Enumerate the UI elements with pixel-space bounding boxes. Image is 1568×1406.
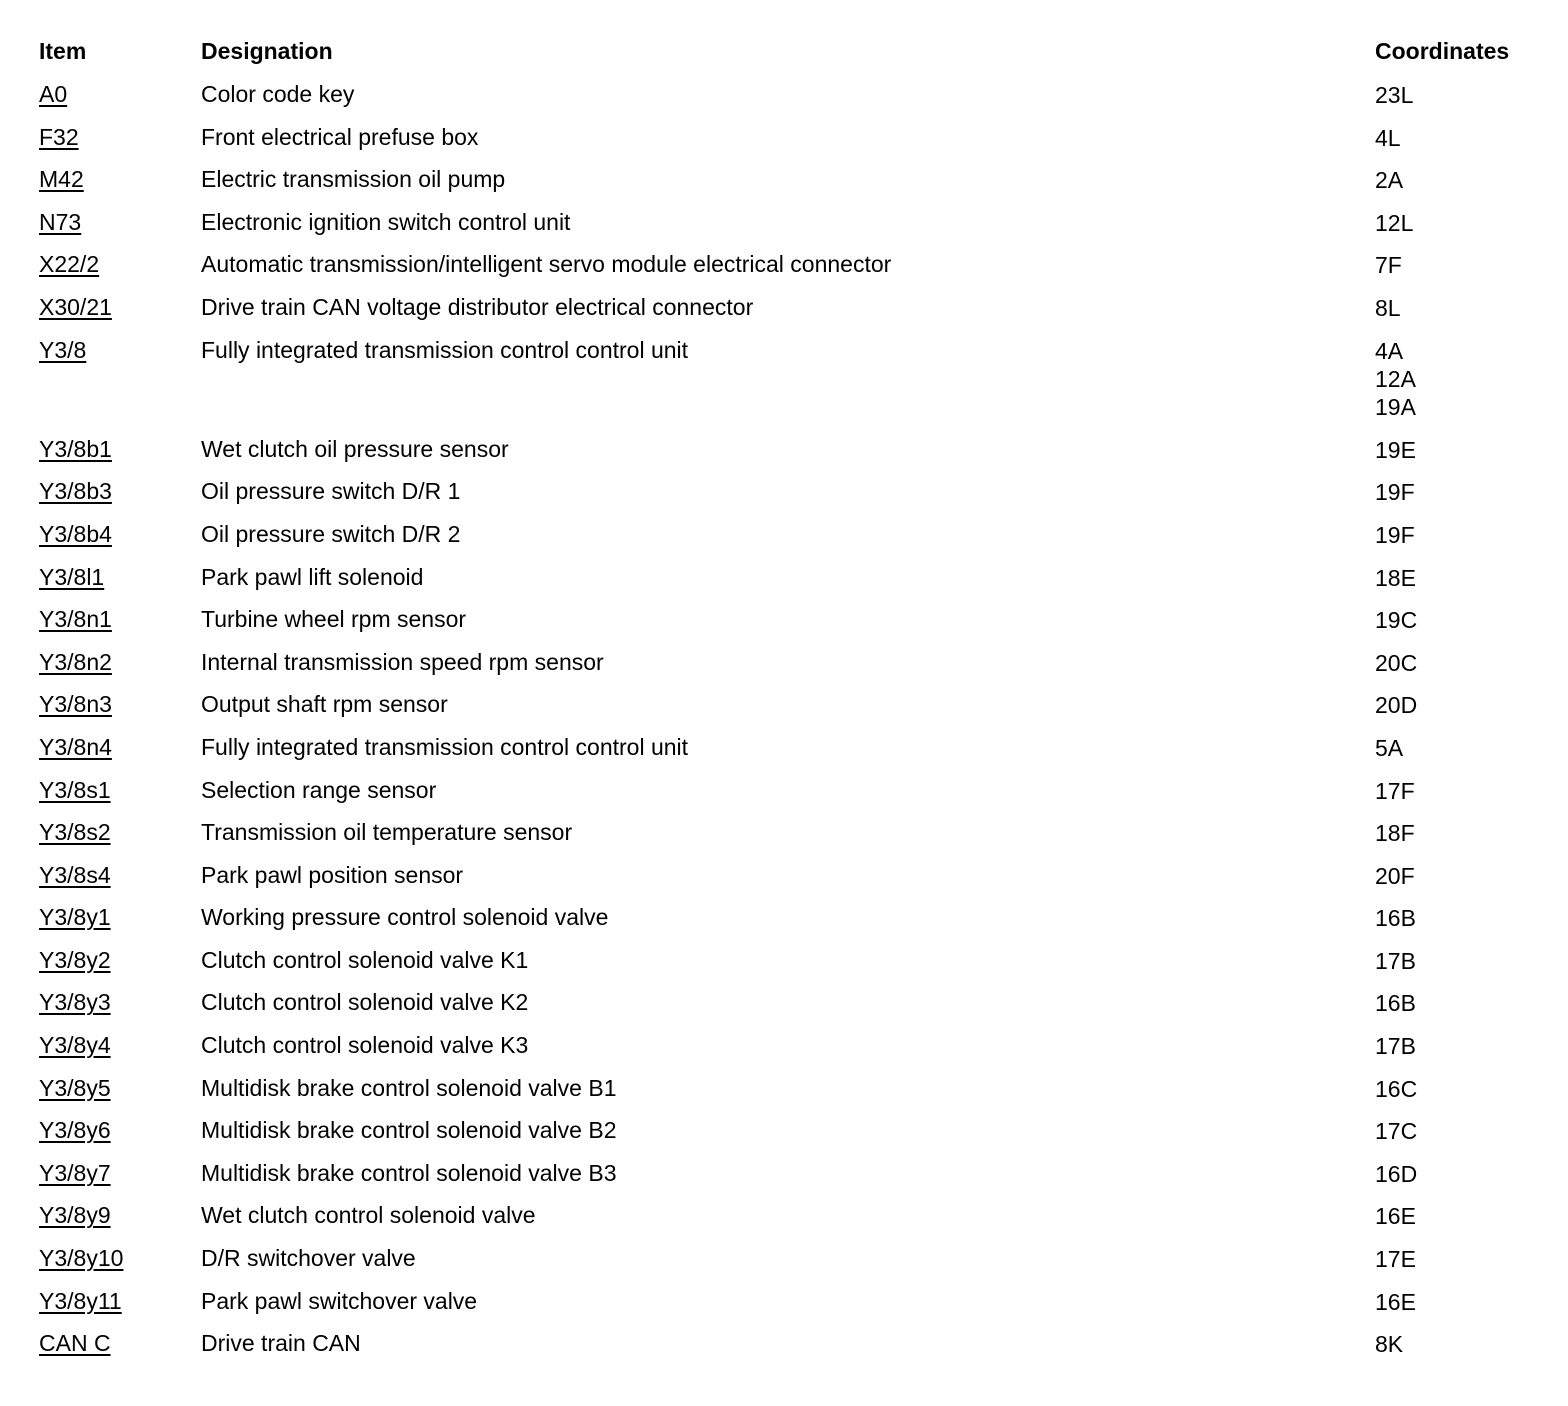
coordinate-value: 7F bbox=[1375, 252, 1402, 279]
table-body bbox=[39, 73, 1539, 1365]
designation-text: Park pawl switchover valve bbox=[201, 1287, 478, 1314]
coordinate-value: 19F bbox=[1375, 479, 1415, 506]
table-row bbox=[39, 116, 1539, 159]
designation-text: Working pressure control solenoid valve bbox=[201, 904, 609, 931]
item-link[interactable]: Y3/8b1 bbox=[39, 435, 112, 462]
coordinate-value: 5A bbox=[1375, 734, 1404, 761]
coordinates-cell bbox=[1375, 564, 1416, 592]
table-row bbox=[39, 470, 1539, 513]
coordinate-value: 18E bbox=[1375, 564, 1416, 591]
coordinates-cell bbox=[1375, 251, 1402, 279]
designation-text: Oil pressure switch D/R 1 bbox=[201, 478, 461, 505]
table-row bbox=[39, 1237, 1539, 1280]
coordinate-value: 12L bbox=[1375, 209, 1414, 236]
designation-text: Clutch control solenoid valve K2 bbox=[201, 989, 529, 1016]
designation-text: Oil pressure switch D/R 2 bbox=[201, 520, 461, 547]
coordinates-cell bbox=[1375, 166, 1403, 194]
item-link[interactable]: Y3/8y11 bbox=[39, 1287, 122, 1314]
table-row bbox=[39, 243, 1539, 286]
coordinate-value: 19F bbox=[1375, 521, 1415, 548]
coordinates-cell bbox=[1375, 124, 1401, 152]
table-row bbox=[39, 1024, 1539, 1067]
table-row bbox=[39, 201, 1539, 244]
coordinate-value: 16C bbox=[1375, 1075, 1418, 1102]
coordinates-cell bbox=[1375, 1288, 1416, 1316]
coordinates-cell bbox=[1375, 81, 1413, 109]
coordinates-cell bbox=[1375, 521, 1415, 549]
table-row bbox=[39, 981, 1539, 1024]
designation-text: Fully integrated transmission control control unit bbox=[201, 733, 689, 760]
table-row bbox=[39, 641, 1539, 684]
header-designation: Designation bbox=[201, 38, 333, 64]
item-link[interactable]: Y3/8b4 bbox=[39, 520, 112, 547]
designation-text: Electronic ignition switch control unit bbox=[201, 208, 571, 235]
coordinate-value: 12A bbox=[1375, 365, 1416, 392]
item-link[interactable]: Y3/8y7 bbox=[39, 1159, 111, 1186]
item-link[interactable]: Y3/8y5 bbox=[39, 1074, 111, 1101]
coordinates-cell bbox=[1375, 819, 1415, 847]
coordinates-cell bbox=[1375, 1202, 1416, 1230]
coordinates-cell bbox=[1375, 734, 1403, 762]
item-link[interactable]: Y3/8n2 bbox=[39, 648, 112, 675]
coordinate-value: 16E bbox=[1375, 1288, 1416, 1315]
designation-text: Internal transmission speed rpm sensor bbox=[201, 648, 604, 675]
item-link[interactable]: F32 bbox=[39, 123, 79, 150]
coordinate-value: 4L bbox=[1375, 124, 1401, 151]
designation-text: D/R switchover valve bbox=[201, 1245, 416, 1272]
coordinates-cell bbox=[1375, 862, 1415, 890]
item-link[interactable]: N73 bbox=[39, 208, 82, 235]
designation-text: Front electrical prefuse box bbox=[201, 123, 479, 150]
coordinates-cell bbox=[1375, 337, 1416, 421]
table-row bbox=[39, 896, 1539, 939]
designation-text: Drive train CAN bbox=[201, 1330, 361, 1357]
coordinate-value: 19A bbox=[1375, 393, 1416, 420]
item-link[interactable]: Y3/8l1 bbox=[39, 563, 105, 590]
designation-text: Clutch control solenoid valve K1 bbox=[201, 946, 529, 973]
coordinate-value: 2A bbox=[1375, 167, 1404, 194]
item-link[interactable]: Y3/8y4 bbox=[39, 1032, 111, 1059]
coordinates-cell bbox=[1375, 904, 1416, 932]
item-link[interactable]: Y3/8y2 bbox=[39, 946, 111, 973]
coordinates-cell bbox=[1375, 989, 1416, 1017]
coordinate-value: 17B bbox=[1375, 947, 1416, 974]
coordinate-value: 16D bbox=[1375, 1160, 1418, 1187]
table-row bbox=[39, 428, 1539, 471]
coordinate-value: 17E bbox=[1375, 1246, 1416, 1273]
coordinate-value: 20F bbox=[1375, 862, 1415, 889]
coordinates-cell bbox=[1375, 436, 1416, 464]
item-link[interactable]: Y3/8n1 bbox=[39, 606, 112, 633]
item-link[interactable]: A0 bbox=[39, 81, 68, 107]
coordinates-cell bbox=[1375, 1117, 1417, 1145]
item-link[interactable]: Y3/8b3 bbox=[39, 478, 112, 505]
coordinate-value: 19C bbox=[1375, 607, 1418, 634]
item-link[interactable]: Y3/8 bbox=[39, 336, 87, 363]
item-link[interactable]: Y3/8n3 bbox=[39, 691, 112, 718]
designation-text: Electric transmission oil pump bbox=[201, 166, 506, 193]
table-row bbox=[39, 854, 1539, 897]
coordinate-value: 17F bbox=[1375, 777, 1415, 804]
component-legend-table bbox=[39, 30, 1539, 1365]
table-row bbox=[39, 598, 1539, 641]
coordinate-value: 19E bbox=[1375, 436, 1416, 463]
table-row bbox=[39, 556, 1539, 599]
coordinate-value: 16E bbox=[1375, 1203, 1416, 1230]
coordinates-cell bbox=[1375, 606, 1417, 634]
designation-text: Park pawl lift solenoid bbox=[201, 563, 424, 590]
item-link[interactable]: Y3/8s1 bbox=[39, 776, 111, 803]
table-row bbox=[39, 513, 1539, 556]
coordinates-cell bbox=[1375, 947, 1416, 975]
coordinate-value: 16B bbox=[1375, 990, 1416, 1017]
designation-text: Wet clutch oil pressure sensor bbox=[201, 435, 509, 462]
coordinate-value: 20C bbox=[1375, 649, 1418, 676]
table-row bbox=[39, 683, 1539, 726]
designation-text: Transmission oil temperature sensor bbox=[201, 819, 573, 846]
coordinate-value: 8L bbox=[1375, 294, 1401, 321]
coordinate-value: 20D bbox=[1375, 692, 1418, 719]
table-row bbox=[39, 1067, 1539, 1110]
table-row bbox=[39, 73, 1539, 116]
header-coordinates: Coordinates bbox=[1375, 38, 1510, 64]
coordinates-cell bbox=[1375, 777, 1415, 805]
coordinates-cell bbox=[1375, 209, 1413, 237]
coordinates-cell bbox=[1375, 1245, 1416, 1273]
item-link[interactable]: Y3/8y9 bbox=[39, 1202, 111, 1229]
designation-text: Clutch control solenoid valve K3 bbox=[201, 1032, 529, 1059]
designation-text: Color code key bbox=[201, 81, 355, 107]
item-link[interactable]: Y3/8y1 bbox=[39, 904, 111, 931]
designation-text: Multidisk brake control solenoid valve B1 bbox=[201, 1074, 617, 1101]
coordinate-value: 23L bbox=[1375, 82, 1414, 108]
designation-text: Automatic transmission/intelligent servo module electrical connector bbox=[201, 251, 892, 278]
coordinates-cell bbox=[1375, 1160, 1417, 1188]
table-row bbox=[39, 158, 1539, 201]
coordinates-cell bbox=[1375, 1032, 1416, 1060]
item-link[interactable]: Y3/8s4 bbox=[39, 861, 111, 888]
table-row bbox=[39, 811, 1539, 854]
coordinate-value: 17B bbox=[1375, 1033, 1416, 1060]
item-link[interactable]: CAN C bbox=[39, 1330, 111, 1357]
table-row bbox=[39, 769, 1539, 812]
coordinates-cell bbox=[1375, 691, 1417, 719]
item-link[interactable]: X30/21 bbox=[39, 293, 112, 320]
designation-text: Selection range sensor bbox=[201, 776, 437, 803]
table-row bbox=[39, 939, 1539, 982]
item-link[interactable]: M42 bbox=[39, 166, 84, 193]
designation-text: Turbine wheel rpm sensor bbox=[201, 606, 467, 633]
table-header bbox=[39, 30, 1539, 73]
table-row bbox=[39, 1280, 1539, 1323]
designation-text: Park pawl position sensor bbox=[201, 861, 464, 888]
table-row bbox=[39, 1322, 1539, 1365]
item-link[interactable]: Y3/8y10 bbox=[39, 1245, 124, 1272]
table-row bbox=[39, 1152, 1539, 1195]
coordinates-cell bbox=[1375, 1075, 1417, 1103]
item-link[interactable]: Y3/8y6 bbox=[39, 1117, 111, 1144]
table-row bbox=[39, 1194, 1539, 1237]
table-row bbox=[39, 329, 1539, 428]
item-link[interactable]: Y3/8s2 bbox=[39, 819, 111, 846]
item-link[interactable]: Y3/8y3 bbox=[39, 989, 111, 1016]
coordinates-cell bbox=[1375, 294, 1401, 322]
designation-text: Wet clutch control solenoid valve bbox=[201, 1202, 536, 1229]
item-link[interactable]: Y3/8n4 bbox=[39, 733, 112, 760]
item-link[interactable]: X22/2 bbox=[39, 251, 100, 278]
coordinates-cell bbox=[1375, 478, 1415, 506]
coordinate-value: 18F bbox=[1375, 820, 1415, 847]
coordinates-cell bbox=[1375, 1330, 1403, 1358]
header-item: Item bbox=[39, 38, 87, 64]
table-row bbox=[39, 726, 1539, 769]
coordinate-value: 8K bbox=[1375, 1331, 1404, 1358]
table-row bbox=[39, 286, 1539, 329]
designation-text: Multidisk brake control solenoid valve B3 bbox=[201, 1159, 617, 1186]
designation-text: Output shaft rpm sensor bbox=[201, 691, 448, 718]
designation-text: Drive train CAN voltage distributor electrical connector bbox=[201, 293, 754, 320]
coordinate-value: 16B bbox=[1375, 905, 1416, 932]
designation-text: Multidisk brake control solenoid valve B2 bbox=[201, 1117, 617, 1144]
designation-text: Fully integrated transmission control control unit bbox=[201, 336, 689, 363]
table-row bbox=[39, 1109, 1539, 1152]
coordinates-cell bbox=[1375, 649, 1417, 677]
coordinate-value: 17C bbox=[1375, 1118, 1418, 1145]
coordinate-value: 4A bbox=[1375, 337, 1404, 364]
